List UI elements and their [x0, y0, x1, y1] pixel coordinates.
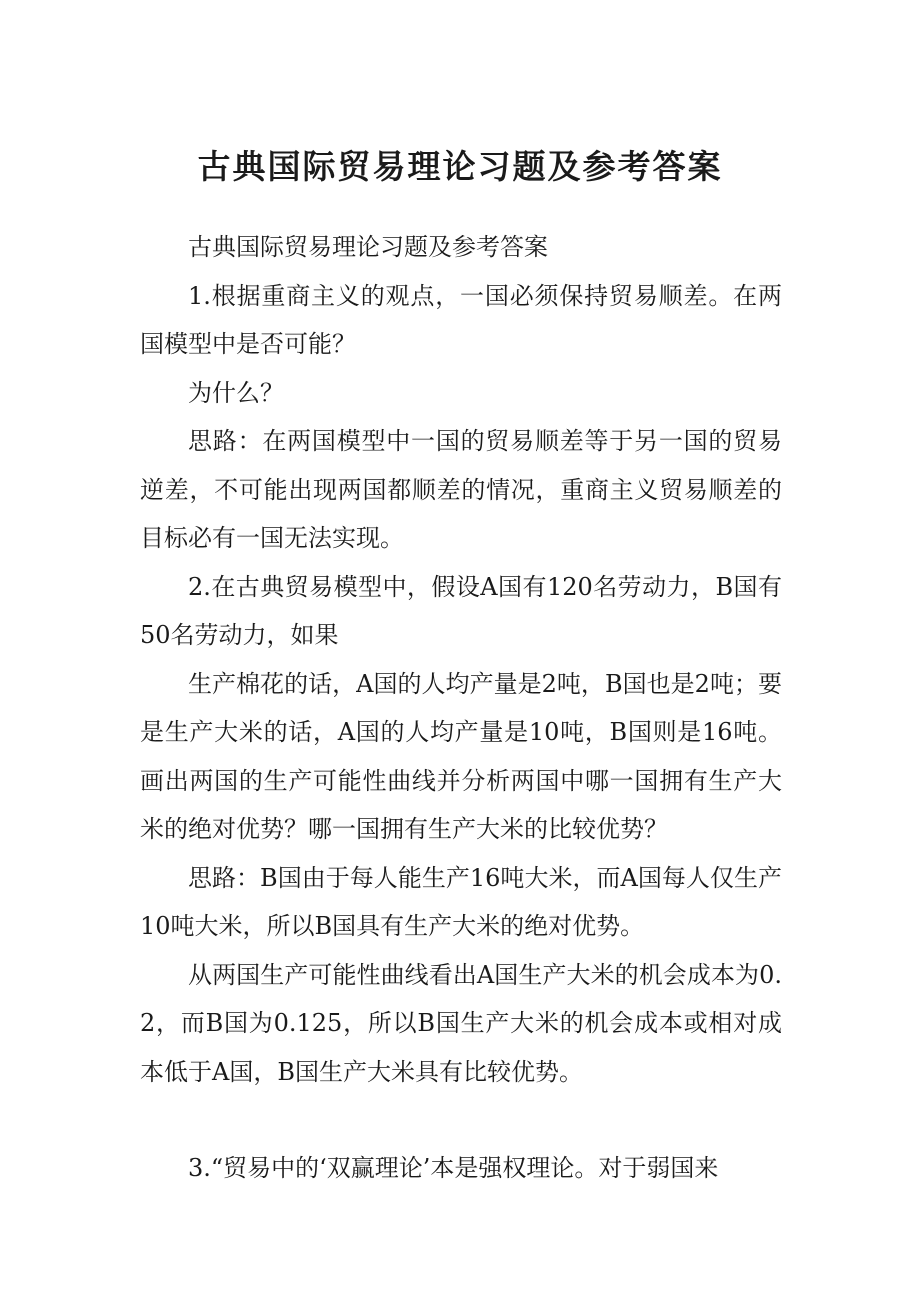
paragraph-subtitle: 古典国际贸易理论习题及参考答案 — [188, 233, 548, 261]
paragraph-answer-1: 思路：在两国模型中一国的贸易顺差等于另一国的贸易逆差，不可能出现两国都顺差的情况，重商主义贸易顺差的目标必有一国无法实现。 — [140, 427, 782, 552]
paragraph-question-2: 2.在古典贸易模型中，假设A国有120名劳动力，B国有50名劳动力，如果 — [140, 572, 782, 649]
document-body — [140, 223, 782, 1193]
paragraph-answer-2: 思路：B国由于每人能生产16吨大米，而A国每人仅生产10吨大米，所以B国具有生产大米的绝对优势。 — [140, 863, 782, 940]
paragraph-question-3: 3.“贸易中的‘双赢理论’本是强权理论。对于弱国来 — [188, 1154, 719, 1182]
paragraph-question-2-cont: 生产棉花的话，A国的人均产量是2吨，B国也是2吨；要是生产大米的话，A国的人均产量是10吨，B国则是16吨。画出两国的生产可能性曲线并分析两国中哪一国拥有生产大米的绝对优势？哪一国拥有生产大米的比较优势？ — [140, 669, 782, 843]
paragraph-question-1-cont: 为什么？ — [188, 378, 284, 407]
paragraph-answer-2-cont: 从两国生产可能性曲线看出A国生产大米的机会成本为0.2，而B国为0.125，所以B国生产大米的机会成本或相对成本低于A国，B国生产大米具有比较优势。 — [140, 960, 782, 1086]
paragraph-question-1: 1.根据重商主义的观点，一国必须保持贸易顺差。在两国模型中是否可能？ — [140, 281, 782, 358]
document-title: 古典国际贸易理论习题及参考答案 — [197, 147, 723, 186]
paragraph-spacer — [140, 1096, 782, 1144]
